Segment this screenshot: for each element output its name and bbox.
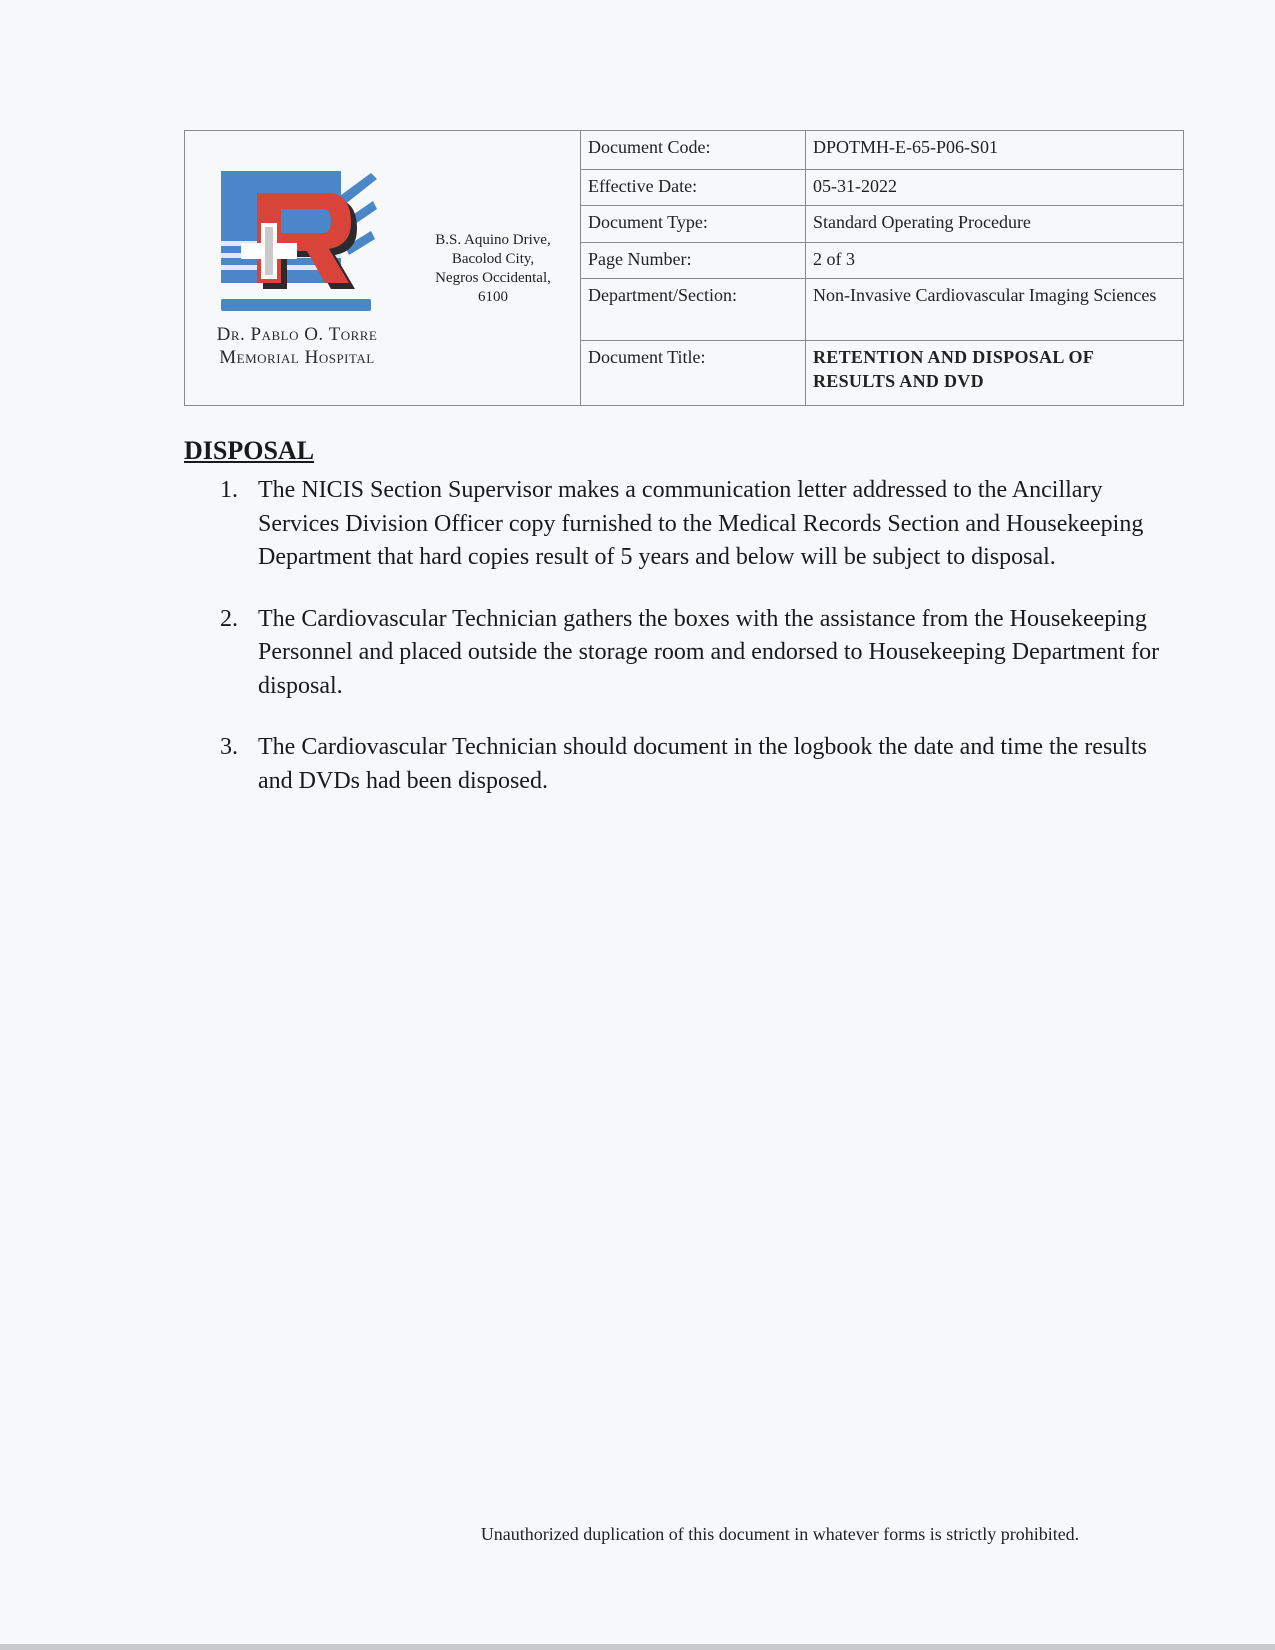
list-item-number: 3. xyxy=(220,734,238,760)
document-title-label: Document Title: xyxy=(581,340,806,405)
list-item-number: 1. xyxy=(220,477,238,503)
disposal-steps-list xyxy=(210,474,1180,826)
document-code-label: Document Code: xyxy=(581,131,806,169)
document-info-table xyxy=(581,131,1183,405)
list-item xyxy=(210,603,1180,704)
document-type-value: Standard Operating Procedure xyxy=(806,205,1184,242)
table-row xyxy=(581,205,1183,242)
document-type-label: Document Type: xyxy=(581,205,806,242)
document-header xyxy=(184,130,1184,406)
list-item-number: 2. xyxy=(220,605,238,632)
table-row xyxy=(581,131,1183,169)
hospital-address xyxy=(413,231,573,307)
list-item-text: The Cardiovascular Technician should document in the logbook the date and time the results and DVDs had been disposed. xyxy=(258,734,1147,794)
effective-date-label: Effective Date: xyxy=(581,169,806,205)
department-label: Department/Section: xyxy=(581,278,806,340)
section-heading: DISPOSAL xyxy=(184,436,315,465)
address-line: Bacolod City, xyxy=(451,251,535,267)
page-number-label: Page Number: xyxy=(581,242,806,278)
document-title-value: RETENTION AND DISPOSAL OF RESULTS AND DVD xyxy=(813,346,1094,391)
address-line: Negros Occidental, xyxy=(435,270,551,286)
table-row xyxy=(581,169,1183,205)
address-line: 6100 xyxy=(478,289,508,305)
hospital-name xyxy=(185,323,409,369)
list-item xyxy=(210,474,1180,575)
list-item-text: The NICIS Section Supervisor makes a communication letter addressed to the Ancillary Services Division Officer copy furnished to the Medical Records Section and Housekeeping Department that hard copies result of 5 years and below will be subject to disposal. xyxy=(258,477,1144,570)
footer-note: Unauthorized duplication of this document in whatever forms is strictly prohibited. xyxy=(480,1524,1080,1544)
hospital-name-line2: Memorial Hospital xyxy=(219,347,375,368)
table-row xyxy=(581,242,1183,278)
list-item-text: The Cardiovascular Technician gathers the boxes with the assistance from the Housekeeping Personnel and placed outside the storage room and endorsed to Housekeeping Department for disposal. xyxy=(258,605,1160,699)
hospital-name-line1: Dr. Pablo O. Torre xyxy=(216,324,378,345)
document-code-value: DPOTMH-E-65-P06-S01 xyxy=(806,131,1184,169)
address-line: B.S. Aquino Drive, xyxy=(435,232,551,248)
page-number-value: 2 of 3 xyxy=(806,242,1184,278)
page-edge xyxy=(0,1644,1275,1650)
table-row xyxy=(581,278,1183,340)
department-value: Non-Invasive Cardiovascular Imaging Sciences xyxy=(806,278,1184,340)
effective-date-value: 05-31-2022 xyxy=(806,169,1184,205)
hospital-logo-icon xyxy=(221,171,377,323)
hospital-branding xyxy=(185,131,581,405)
table-row xyxy=(581,340,1183,405)
list-item xyxy=(210,731,1180,798)
